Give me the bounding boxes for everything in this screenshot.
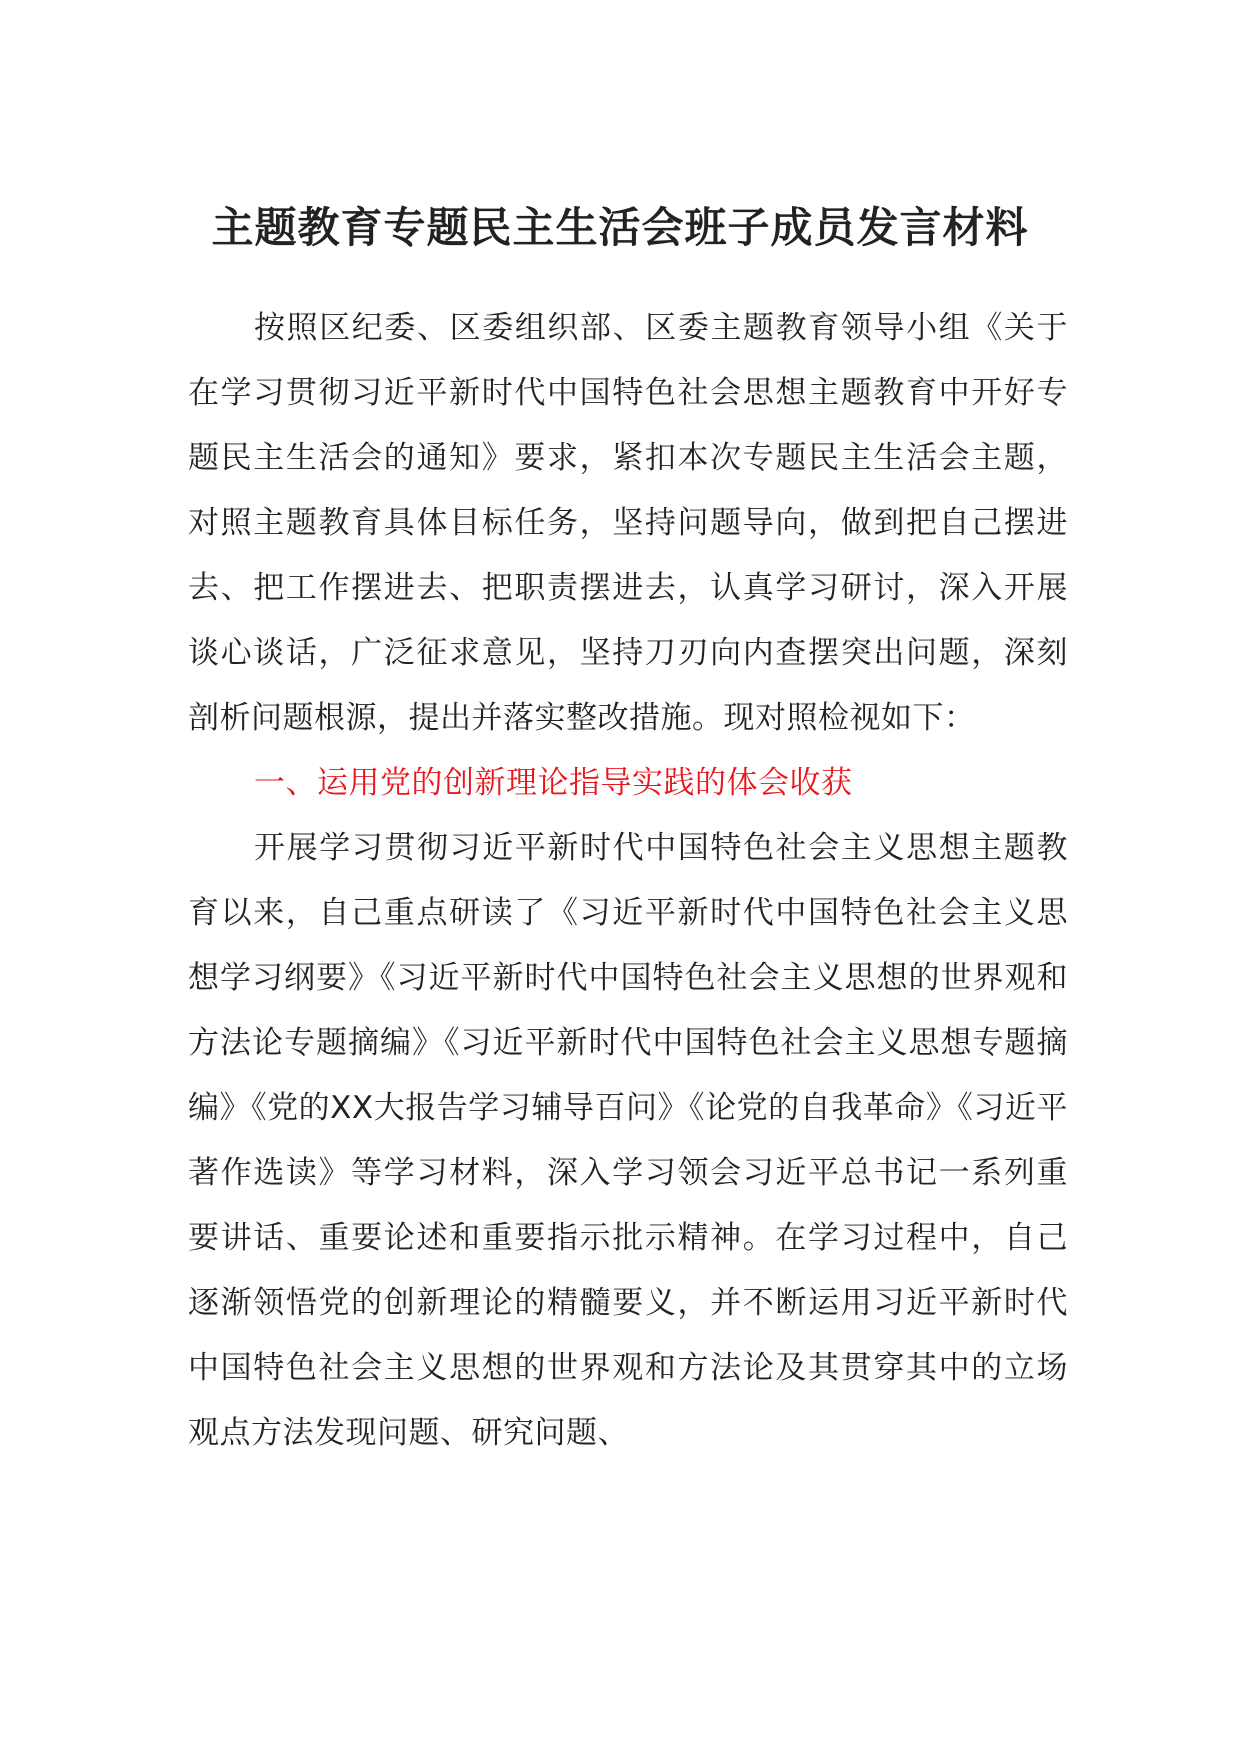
intro-paragraph: 按照区纪委、区委组织部、区委主题教育领导小组《关于在学习贯彻习近平新时代中国特色社会思想主题教育中开好专题民主生活会的通知》要求，紧扣本次专题民主生活会主题，对照主题教育具体目标任务，坚持问题导向，做到把自己摆进去、把工作摆进去、把职责摆进去，认真学习研讨，深入开展谈心谈话，广泛征求意见，坚持刀刃向内查摆突出问题，深刻剖析问题根源，提出并落实整改措施。现对照检视如下：: [188, 310, 1068, 736]
section-paragraph: 开展学习贯彻习近平新时代中国特色社会主义思想主题教育以来，自己重点研读了《习近平新时代中国特色社会主义思想学习纲要》《习近平新时代中国特色社会主义思想的世界观和方法论专题摘编》《习近平新时代中国特色社会主义思想专题摘编》《党的XX大报告学习辅导百问》《论党的自我革命》《习近平著作选读》等学习材料，深入学习领会习近平总书记一系列重要讲话、重要论述和重要指示批示精神。在学习过程中，自己逐渐领悟党的创新理论的精髓要义，并不断运用习近平新时代中国特色社会主义思想的世界观和方法论及其贯穿其中的立场观点方法发现问题、研究问题、: [188, 830, 1068, 1451]
document-title: 主题教育专题民主生活会班子成员发言材料: [211, 203, 1029, 252]
document-body: [188, 296, 1068, 1466]
section-heading: 一、运用党的创新理论指导实践的体会收获: [254, 765, 853, 801]
